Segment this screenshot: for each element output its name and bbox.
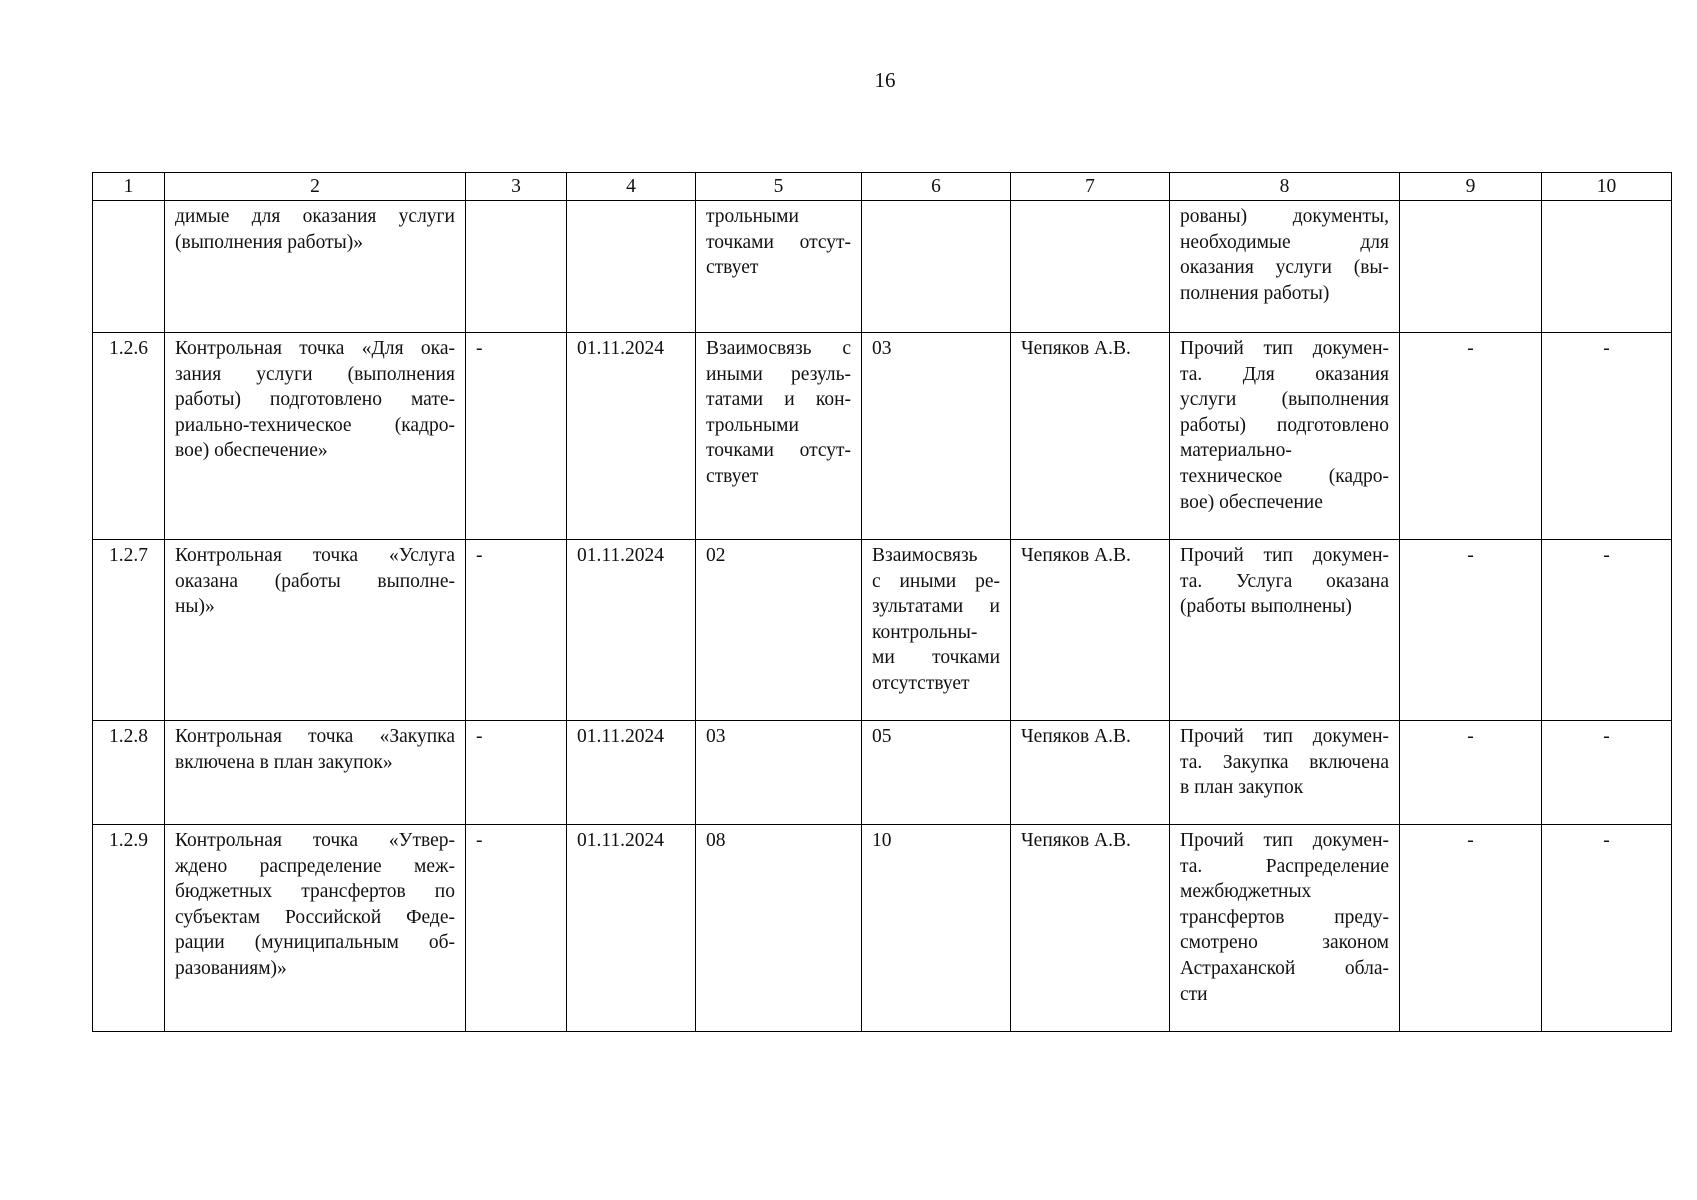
cell-line: 05: [872, 726, 892, 747]
cell-line: ствует: [706, 465, 759, 487]
control-point-name: [165, 721, 466, 825]
row-number: 1.2.6: [93, 333, 165, 540]
cell-line: отсутствует: [872, 672, 970, 694]
page-number: 16: [874, 68, 896, 92]
cell-line: та. Для оказания: [1180, 363, 1389, 385]
cell-col-3: -: [466, 721, 567, 825]
cell-line: та. Распределение: [1180, 855, 1389, 877]
cell-line: необходимые для: [1180, 231, 1389, 253]
cell-line: Контрольная точка «Утвер-: [175, 830, 455, 851]
cell-line: рованы) документы,: [1180, 206, 1389, 227]
cell-col-3: -: [466, 825, 567, 1032]
column-header: 1: [93, 173, 165, 201]
control-point-name: [165, 825, 466, 1032]
cell-line: 10: [872, 830, 892, 851]
cell-line: сти: [1180, 983, 1208, 1005]
date: 01.11.2024: [567, 333, 696, 540]
cell-line: вое) обеспечение»: [175, 440, 328, 462]
cell-line: трансфертов преду-: [1180, 906, 1389, 928]
cell-col-5: [696, 825, 862, 1032]
cell-line: (выполнения работы)»: [175, 231, 363, 253]
cell-col-9: [1400, 201, 1542, 333]
cell-line: оказания услуги (вы-: [1180, 257, 1389, 279]
cell-line: вое) обеспечение: [1180, 491, 1323, 513]
cell-line: 03: [706, 726, 726, 747]
document-type: [1170, 201, 1400, 333]
cell-line: разованиям)»: [175, 957, 287, 979]
control-point-name: [165, 201, 466, 333]
table-row: [93, 201, 1672, 333]
column-header: 7: [1011, 173, 1170, 201]
responsible-person: Чепяков А.В.: [1011, 721, 1170, 825]
cell-line: в план закупок: [1180, 777, 1304, 799]
cell-col-3: -: [466, 333, 567, 540]
cell-col-10: -: [1542, 825, 1672, 1032]
cell-line: Прочий тип докумен-: [1180, 338, 1389, 359]
cell-line: зультатами и: [872, 596, 1000, 618]
cell-line: Контрольная точка «Услуга: [175, 545, 455, 566]
cell-line: бюджетных трансфертов по: [175, 881, 455, 903]
cell-line: работы) подготовлено мате-: [175, 389, 455, 411]
cell-line: та. Услуга оказана: [1180, 570, 1389, 592]
cell-line: межбюджетных: [1180, 881, 1312, 903]
cell-col-5: [696, 333, 862, 540]
document-type: [1170, 333, 1400, 540]
document-table: [92, 172, 1672, 1032]
cell-line: точками отсут-: [706, 440, 851, 462]
cell-line: Взаимосвязь: [872, 545, 978, 566]
cell-line: 02: [706, 545, 726, 566]
cell-line: включена в план закупок»: [175, 751, 393, 773]
cell-col-5: [696, 540, 862, 721]
cell-line: с иными ре-: [872, 570, 1000, 592]
cell-line: Контрольная точка «Для ока-: [175, 338, 455, 359]
cell-line: Астраханской обла-: [1180, 957, 1389, 979]
cell-col-5: [696, 201, 862, 333]
cell-line: точками отсут-: [706, 231, 851, 253]
document-type: [1170, 721, 1400, 825]
row-number: 1.2.7: [93, 540, 165, 721]
document-type: [1170, 540, 1400, 721]
cell-line: субъектам Российской Феде-: [175, 906, 455, 928]
control-point-name: [165, 333, 466, 540]
column-header: 3: [466, 173, 567, 201]
date: 01.11.2024: [567, 825, 696, 1032]
table-header-row: [93, 173, 1672, 201]
row-number: 1.2.9: [93, 825, 165, 1032]
cell-line: иными резуль-: [706, 363, 851, 385]
responsible-person: Чепяков А.В.: [1011, 540, 1170, 721]
cell-col-6: [862, 540, 1011, 721]
row-number: [93, 201, 165, 333]
cell-col-9: -: [1400, 721, 1542, 825]
cell-line: ми точками: [872, 647, 1000, 669]
cell-col-6: [862, 333, 1011, 540]
cell-line: зания услуги (выполнения: [175, 363, 455, 385]
cell-col-3: [466, 201, 567, 333]
cell-line: Взаимосвязь с: [706, 338, 851, 359]
cell-col-5: [696, 721, 862, 825]
cell-line: техническое (кадро-: [1180, 465, 1389, 487]
cell-line: 03: [872, 338, 892, 359]
table-row: [93, 333, 1672, 540]
cell-line: Прочий тип докумен-: [1180, 830, 1389, 851]
cell-col-6: [862, 201, 1011, 333]
cell-line: смотрено законом: [1180, 932, 1389, 954]
cell-col-6: [862, 721, 1011, 825]
column-header: 6: [862, 173, 1011, 201]
cell-line: трольными: [706, 206, 799, 227]
cell-line: риально-техническое (кадро-: [175, 414, 455, 436]
document-type: [1170, 825, 1400, 1032]
cell-line: (работы выполнены): [1180, 596, 1352, 618]
cell-line: ны)»: [175, 596, 215, 618]
date: [567, 201, 696, 333]
date: 01.11.2024: [567, 540, 696, 721]
date: 01.11.2024: [567, 721, 696, 825]
column-header: 5: [696, 173, 862, 201]
cell-line: услуги (выполнения: [1180, 389, 1389, 411]
responsible-person: Чепяков А.В.: [1011, 333, 1170, 540]
cell-line: Прочий тип докумен-: [1180, 726, 1389, 747]
table-row: [93, 540, 1672, 721]
column-header: 8: [1170, 173, 1400, 201]
cell-line: 08: [706, 830, 726, 851]
cell-line: Контрольная точка «Закупка: [175, 726, 455, 747]
cell-line: рации (муниципальным об-: [175, 932, 455, 954]
cell-line: полнения работы): [1180, 282, 1330, 304]
cell-line: трольными: [706, 414, 799, 436]
cell-col-10: -: [1542, 333, 1672, 540]
cell-line: димые для оказания услуги: [175, 206, 455, 227]
cell-line: Прочий тип докумен-: [1180, 545, 1389, 566]
responsible-person: [1011, 201, 1170, 333]
cell-col-10: -: [1542, 540, 1672, 721]
cell-col-10: [1542, 201, 1672, 333]
cell-col-9: -: [1400, 333, 1542, 540]
cell-col-9: -: [1400, 825, 1542, 1032]
row-number: 1.2.8: [93, 721, 165, 825]
cell-line: оказана (работы выполне-: [175, 570, 455, 592]
cell-line: та. Закупка включена: [1180, 751, 1389, 773]
cell-col-3: -: [466, 540, 567, 721]
cell-line: работы) подготовлено: [1180, 414, 1389, 436]
responsible-person: Чепяков А.В.: [1011, 825, 1170, 1032]
cell-col-10: -: [1542, 721, 1672, 825]
cell-col-6: [862, 825, 1011, 1032]
cell-line: ствует: [706, 257, 759, 279]
cell-line: ждено распределение меж-: [175, 855, 455, 877]
cell-line: татами и кон-: [706, 389, 851, 411]
table-row: [93, 825, 1672, 1032]
column-header: 2: [165, 173, 466, 201]
table-row: [93, 721, 1672, 825]
control-point-name: [165, 540, 466, 721]
cell-line: контрольны-: [872, 621, 978, 643]
cell-line: материально-: [1180, 440, 1292, 462]
column-header: 10: [1542, 173, 1672, 201]
column-header: 9: [1400, 173, 1542, 201]
cell-col-9: -: [1400, 540, 1542, 721]
column-header: 4: [567, 173, 696, 201]
